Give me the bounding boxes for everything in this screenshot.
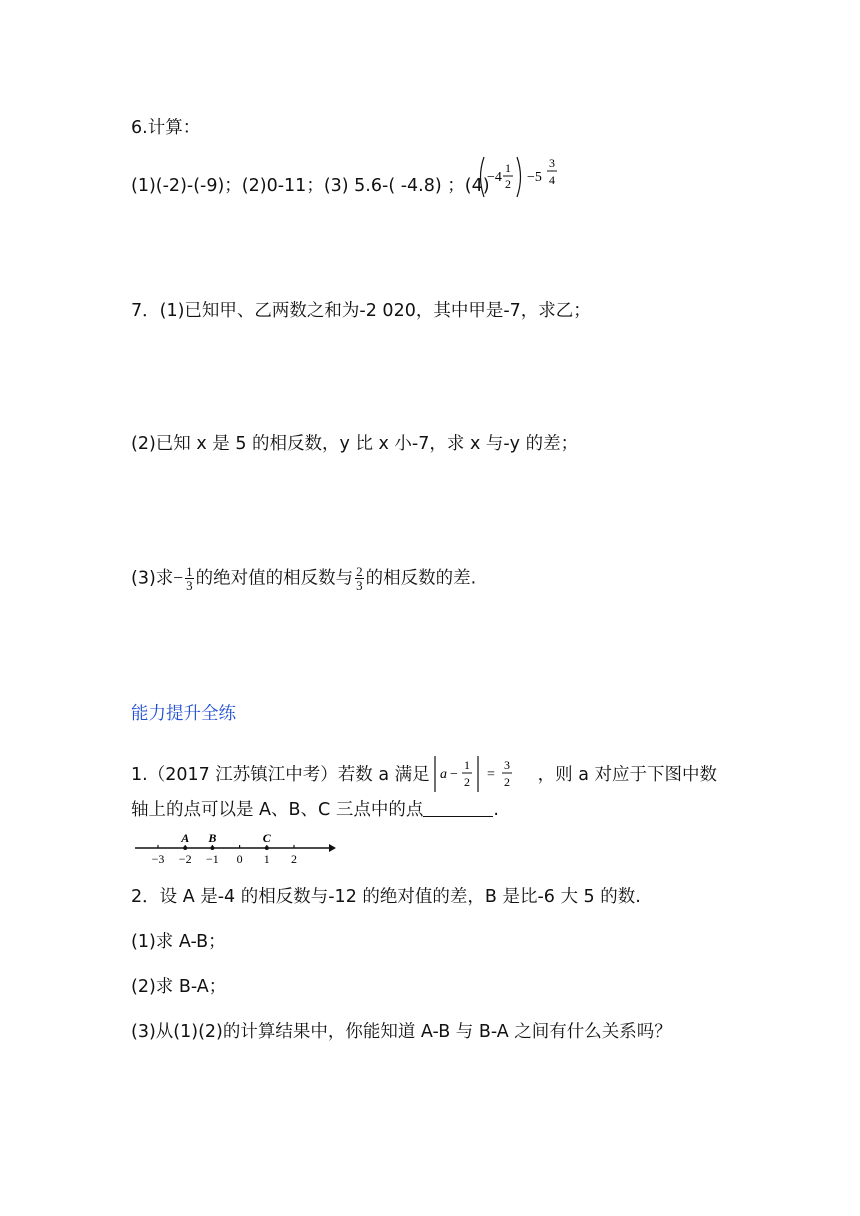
- q6-e4-a-num: 1: [505, 161, 511, 175]
- q6-e4-b-num: 3: [549, 156, 555, 170]
- a1-abs-eq: =: [486, 767, 495, 782]
- q6-title: 6.计算：: [131, 118, 201, 138]
- a1-abs-rnum: 3: [503, 758, 510, 772]
- q7-p3-mid: 的绝对值的相反数与: [195, 568, 354, 589]
- q6-e4-b: −5: [527, 170, 542, 185]
- number-line-point-A: [183, 846, 187, 850]
- q7-part1: 7．(1)已知甲、乙两数之和为-2 020，其中甲是-7，求乙；: [131, 301, 591, 321]
- a1-line1: [131, 754, 717, 794]
- number-line-tick-label: 2: [291, 852, 297, 866]
- section-title: 能力提升全练: [131, 704, 236, 724]
- q7-part3: [131, 565, 476, 592]
- q6-e4-a: −4: [487, 170, 502, 185]
- number-line-point-label: A: [181, 831, 190, 845]
- q6-e4-a-den: 2: [505, 177, 511, 191]
- a1-abs-minus: −: [449, 767, 458, 782]
- a2-part2: (2)求 B-A；: [131, 977, 227, 997]
- number-line-tick-label: −1: [206, 852, 219, 866]
- a1-line2: [131, 798, 499, 822]
- answer-blank[interactable]: [423, 798, 493, 817]
- a2-part3: (3)从(1)(2)的计算结果中，你能知道 A-B 与 B-A 之间有什么关系吗？: [131, 1022, 672, 1042]
- q7-p3-frac1: $\frac{1}{3}$: [186, 564, 193, 593]
- q7-p3-neg: −: [173, 567, 184, 588]
- a1-abs-rden: 2: [503, 775, 510, 789]
- a1-post: ，则 a 对应于下图中数: [537, 765, 718, 785]
- number-line-tick-label: −2: [178, 852, 192, 866]
- a2-part1: (1)求 A-B；: [131, 932, 226, 952]
- number-line-point-C: [265, 846, 269, 850]
- a1-abs-var: a: [439, 767, 447, 782]
- q6-parts: (1)(-2)-(-9)；(2)0-11；(3) 5.6-( -4.8) ；(4): [131, 176, 490, 196]
- number-line-point-label: B: [208, 831, 217, 845]
- a1-line2-text: 轴上的点可以是 A、B、C 三点中的点: [131, 800, 424, 820]
- q6-e4-b-den: 4: [549, 173, 555, 187]
- a1-line2-end: .: [493, 800, 499, 820]
- a1-abs-den: 2: [463, 775, 470, 789]
- number-line-tick-label: 0: [236, 852, 243, 866]
- q7-p3-pre: (3)求: [131, 568, 174, 589]
- number-line-tick-label: 1: [263, 852, 270, 866]
- a1-pre: 1.（2017 江苏镇江中考）若数 a 满足: [131, 765, 430, 785]
- q6-expression-4: [476, 154, 566, 200]
- number-line-arrow: [329, 844, 336, 852]
- q7-p3-frac2: $\frac{2}{3}$: [356, 564, 363, 593]
- a1-abs-num: 1: [463, 758, 470, 772]
- number-line-point-B: [210, 846, 214, 850]
- q7-part2: (2)已知 x 是 5 的相反数，y 比 x 小-7，求 x 与-y 的差；: [131, 434, 579, 454]
- number-line: [131, 828, 341, 868]
- number-line-tick-label: −3: [151, 852, 165, 866]
- a1-abs-expression: [432, 754, 536, 794]
- q7-p3-post: 的相反数的差.: [365, 568, 477, 589]
- a2-line1: 2．设 A 是-4 的相反数与-12 的绝对值的差，B 是比-6 大 5 的数.: [131, 887, 641, 907]
- number-line-point-label: C: [262, 831, 271, 845]
